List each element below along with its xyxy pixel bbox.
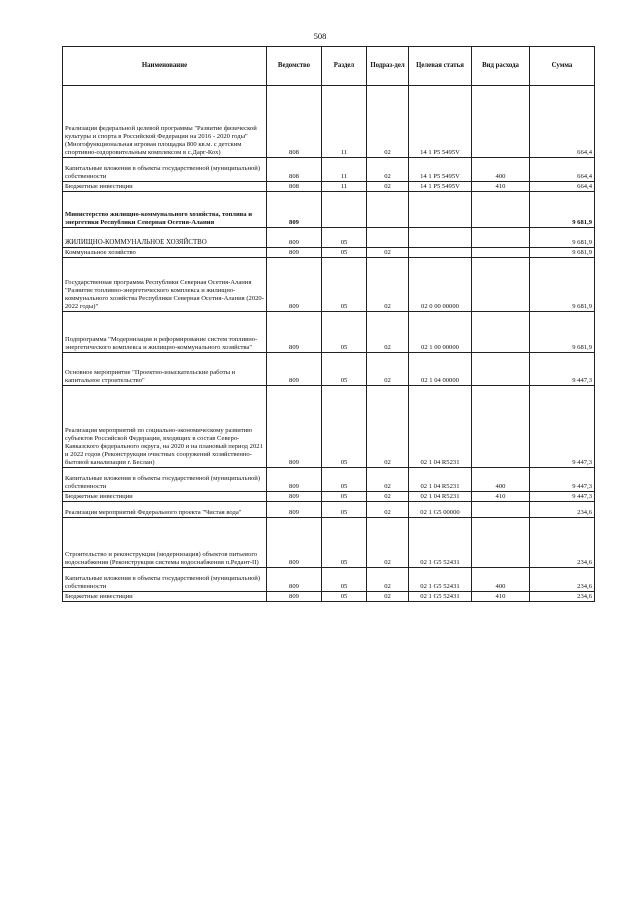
cell-expense bbox=[472, 192, 530, 228]
cell-sum: 234,6 bbox=[530, 592, 595, 602]
cell-name: Подпрограмма "Модернизация и реформирование систем топливно-энергетического комплекса и жилищно-коммунального хозяйства" bbox=[63, 312, 267, 353]
cell-expense bbox=[472, 228, 530, 248]
cell-dept: 809 bbox=[267, 192, 322, 228]
cell-target bbox=[409, 248, 472, 258]
cell-name: Реализация мероприятий по социально-экономическому развитию субъектов Российской Федерации, входящих в состав Северо-Кавказского федерального округа, на 2020 и на плановый период 2021 и 2022 годов (Реконструкция очистных сооружений хозяйственно-бытовой канализации г. Беслан) bbox=[63, 386, 267, 468]
cell-subsection: 02 bbox=[367, 386, 409, 468]
cell-dept: 809 bbox=[267, 353, 322, 386]
cell-target: 02 1 00 00000 bbox=[409, 312, 472, 353]
cell-dept: 808 bbox=[267, 158, 322, 182]
cell-section: 05 bbox=[322, 228, 367, 248]
cell-dept: 808 bbox=[267, 86, 322, 158]
cell-target: 02 1 G5 00000 bbox=[409, 502, 472, 518]
cell-target: 02 1 04 R5231 bbox=[409, 492, 472, 502]
cell-section: 05 bbox=[322, 248, 367, 258]
cell-dept: 809 bbox=[267, 502, 322, 518]
cell-target: 02 1 G5 52431 bbox=[409, 592, 472, 602]
cell-subsection: 02 bbox=[367, 518, 409, 568]
table-row bbox=[63, 353, 595, 386]
cell-sum: 664,4 bbox=[530, 86, 595, 158]
cell-section: 05 bbox=[322, 353, 367, 386]
cell-subsection: 02 bbox=[367, 568, 409, 592]
header-section: Раздел bbox=[322, 47, 367, 86]
cell-target: 02 1 04 00000 bbox=[409, 353, 472, 386]
cell-sum: 234,6 bbox=[530, 568, 595, 592]
cell-name: Реализация федеральной целевой программы "Развитие физической культуры и спорта в Российской Федерации на 2016 - 2020 годы" (Многофункциональная игровая площадка 800 кв.м. с детским спортивно-оздоровительным комплексом в с.Дарг-Кох) bbox=[63, 86, 267, 158]
cell-dept: 809 bbox=[267, 248, 322, 258]
cell-name: Капитальные вложения в объекты государственной (муниципальной) собственности bbox=[63, 158, 267, 182]
cell-dept: 809 bbox=[267, 386, 322, 468]
cell-expense: 410 bbox=[472, 592, 530, 602]
cell-section: 11 bbox=[322, 86, 367, 158]
cell-name: Государственная программа Республики Северная Осетия-Алания "Развитие топливно-энергетического комплекса и жилищно-коммунального хозяйства Республики Северная Осетия-Алания (2020-2022 годы)" bbox=[63, 258, 267, 312]
cell-subsection: 02 bbox=[367, 86, 409, 158]
cell-expense bbox=[472, 353, 530, 386]
cell-sum: 234,6 bbox=[530, 518, 595, 568]
cell-subsection bbox=[367, 192, 409, 228]
cell-name: Строительство и реконструкция (модернизация) объектов питьевого водоснабжения (Реконструкция системы водоснабжения п.Редант-II) bbox=[63, 518, 267, 568]
table-row bbox=[63, 386, 595, 468]
table-row bbox=[63, 228, 595, 248]
cell-expense bbox=[472, 518, 530, 568]
cell-subsection: 02 bbox=[367, 468, 409, 492]
table-row bbox=[63, 158, 595, 182]
cell-name: Бюджетные инвестиции bbox=[63, 492, 267, 502]
cell-section: 05 bbox=[322, 258, 367, 312]
cell-subsection: 02 bbox=[367, 258, 409, 312]
header-sum: Сумма bbox=[530, 47, 595, 86]
cell-dept: 809 bbox=[267, 568, 322, 592]
table-row bbox=[63, 192, 595, 228]
cell-subsection: 02 bbox=[367, 248, 409, 258]
cell-target: 02 1 G5 52431 bbox=[409, 568, 472, 592]
budget-table bbox=[62, 46, 595, 602]
cell-section: 05 bbox=[322, 518, 367, 568]
cell-dept: 808 bbox=[267, 182, 322, 192]
cell-expense bbox=[472, 386, 530, 468]
cell-expense bbox=[472, 258, 530, 312]
cell-expense bbox=[472, 248, 530, 258]
cell-expense: 410 bbox=[472, 182, 530, 192]
cell-subsection: 02 bbox=[367, 182, 409, 192]
table-row bbox=[63, 312, 595, 353]
cell-section: 11 bbox=[322, 182, 367, 192]
cell-sum: 9 681,9 bbox=[530, 248, 595, 258]
cell-section bbox=[322, 192, 367, 228]
cell-name: Капитальные вложения в объекты государственной (муниципальной) собственности bbox=[63, 468, 267, 492]
cell-section: 11 bbox=[322, 158, 367, 182]
header-target: Целевая статья bbox=[409, 47, 472, 86]
cell-subsection: 02 bbox=[367, 492, 409, 502]
cell-target bbox=[409, 228, 472, 248]
cell-sum: 9 681,9 bbox=[530, 258, 595, 312]
table-row bbox=[63, 568, 595, 592]
cell-sum: 664,4 bbox=[530, 182, 595, 192]
cell-expense: 400 bbox=[472, 468, 530, 492]
cell-sum: 9 447,3 bbox=[530, 492, 595, 502]
cell-name: Министерство жилищно-коммунального хозяйства, топлива и энергетики Республики Северная Осетия-Алания bbox=[63, 192, 267, 228]
cell-dept: 809 bbox=[267, 228, 322, 248]
cell-target: 02 1 04 R5231 bbox=[409, 386, 472, 468]
cell-expense bbox=[472, 502, 530, 518]
cell-sum: 9 681,9 bbox=[530, 312, 595, 353]
cell-dept: 809 bbox=[267, 518, 322, 568]
cell-subsection: 02 bbox=[367, 158, 409, 182]
cell-sum: 9 447,3 bbox=[530, 353, 595, 386]
page-number: 508 bbox=[313, 31, 327, 41]
cell-target: 14 1 P5 5495V bbox=[409, 158, 472, 182]
table-row bbox=[63, 86, 595, 158]
cell-name: ЖИЛИЩНО-КОММУНАЛЬНОЕ ХОЗЯЙСТВО bbox=[63, 228, 267, 248]
table-row bbox=[63, 182, 595, 192]
cell-sum: 9 681,9 bbox=[530, 192, 595, 228]
cell-sum: 9 447,3 bbox=[530, 468, 595, 492]
table-row bbox=[63, 502, 595, 518]
cell-subsection: 02 bbox=[367, 312, 409, 353]
cell-name: Бюджетные инвестиции bbox=[63, 182, 267, 192]
table-row bbox=[63, 592, 595, 602]
cell-dept: 809 bbox=[267, 468, 322, 492]
cell-section: 05 bbox=[322, 568, 367, 592]
header-expense: Вид расхода bbox=[472, 47, 530, 86]
cell-expense bbox=[472, 86, 530, 158]
cell-section: 05 bbox=[322, 492, 367, 502]
cell-section: 05 bbox=[322, 502, 367, 518]
header-name: Наименование bbox=[63, 47, 267, 86]
cell-target: 02 1 G5 52431 bbox=[409, 518, 472, 568]
cell-dept: 809 bbox=[267, 592, 322, 602]
cell-sum: 9 447,3 bbox=[530, 386, 595, 468]
cell-expense: 400 bbox=[472, 568, 530, 592]
cell-expense bbox=[472, 312, 530, 353]
cell-sum: 9 681,9 bbox=[530, 228, 595, 248]
table-row bbox=[63, 258, 595, 312]
cell-dept: 809 bbox=[267, 258, 322, 312]
cell-expense: 400 bbox=[472, 158, 530, 182]
header-dept: Ведомство bbox=[267, 47, 322, 86]
cell-dept: 809 bbox=[267, 312, 322, 353]
cell-subsection: 02 bbox=[367, 502, 409, 518]
cell-sum: 664,4 bbox=[530, 158, 595, 182]
cell-section: 05 bbox=[322, 386, 367, 468]
table-header-row bbox=[63, 47, 595, 86]
cell-target: 02 1 04 R5231 bbox=[409, 468, 472, 492]
cell-target: 02 0 00 00000 bbox=[409, 258, 472, 312]
cell-subsection: 02 bbox=[367, 592, 409, 602]
cell-name: Бюджетные инвестиции bbox=[63, 592, 267, 602]
cell-section: 05 bbox=[322, 468, 367, 492]
cell-subsection bbox=[367, 228, 409, 248]
cell-name: Коммунальное хозяйство bbox=[63, 248, 267, 258]
cell-subsection: 02 bbox=[367, 353, 409, 386]
cell-expense: 410 bbox=[472, 492, 530, 502]
header-subsection: Подраз-дел bbox=[367, 47, 409, 86]
cell-name: Реализация мероприятий Федерального проекта "Чистая вода" bbox=[63, 502, 267, 518]
cell-section: 05 bbox=[322, 312, 367, 353]
cell-sum: 234,6 bbox=[530, 502, 595, 518]
cell-target: 14 1 P5 5495V bbox=[409, 182, 472, 192]
cell-name: Основное мероприятие "Проектно-изыскательские работы и капитальное строительство" bbox=[63, 353, 267, 386]
cell-name: Капитальные вложения в объекты государственной (муниципальной) собственности bbox=[63, 568, 267, 592]
table-row bbox=[63, 248, 595, 258]
table-row bbox=[63, 468, 595, 492]
cell-section: 05 bbox=[322, 592, 367, 602]
table-row bbox=[63, 518, 595, 568]
cell-target bbox=[409, 192, 472, 228]
cell-target: 14 1 P5 5495V bbox=[409, 86, 472, 158]
table-row bbox=[63, 492, 595, 502]
cell-dept: 809 bbox=[267, 492, 322, 502]
